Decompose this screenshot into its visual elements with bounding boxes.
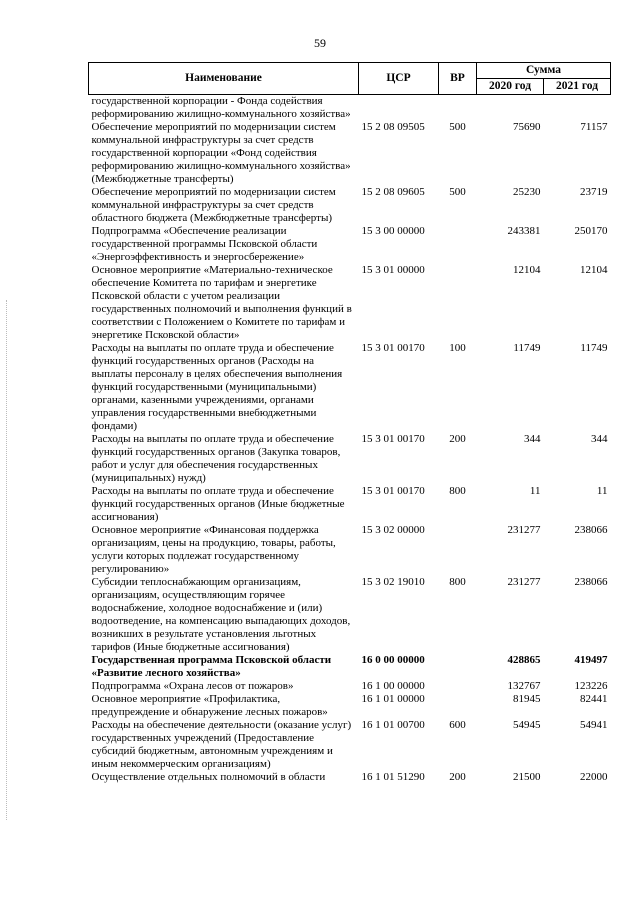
- cell-y2021: 71157: [580, 121, 608, 133]
- cell-y2021: 22000: [580, 771, 608, 783]
- cell-y2021: 344: [591, 433, 608, 445]
- table-row: [89, 186, 611, 225]
- cell-vr: [439, 680, 477, 693]
- cell-vr: 500: [449, 121, 466, 133]
- cell-name: Основное мероприятие «Финансовая поддержка организациям, цены на продукцию, товары, работы, услуги которых подлежат государственному регулированию»: [91, 524, 336, 575]
- cell-y2020: 428865: [507, 654, 541, 666]
- cell-y2021: 123226: [574, 680, 608, 692]
- cell-y2020: 11: [529, 485, 541, 497]
- cell-csr: 15 2 08 09505: [361, 121, 425, 133]
- cell-y2021: 54941: [580, 719, 608, 731]
- cell-vr: [439, 654, 477, 680]
- cell-name: Обеспечение мероприятий по модернизации систем коммунальной инфраструктуры за счет средств областного бюджета (Межбюджетные трансферты): [91, 186, 336, 224]
- cell-csr: 15 3 00 00000: [361, 225, 425, 237]
- cell-csr: 15 3 02 00000: [361, 524, 425, 536]
- cell-csr: 16 0 00 00000: [361, 654, 425, 666]
- budget-table: [88, 62, 611, 784]
- table-row: [89, 680, 611, 693]
- cell-vr: 800: [449, 576, 466, 588]
- cell-csr: 15 3 01 00170: [361, 485, 425, 497]
- page-number: 59: [314, 36, 326, 50]
- cell-y2020: 25230: [513, 186, 541, 198]
- cell-vr: 200: [449, 433, 466, 445]
- cell-y2020: 75690: [513, 121, 541, 133]
- cell-y2021: 23719: [580, 186, 608, 198]
- cell-vr: [439, 264, 477, 342]
- cell-csr: 15 3 01 00000: [361, 264, 425, 276]
- table-row: [89, 524, 611, 576]
- header-2020: 2020 год: [477, 79, 544, 95]
- table-row: [89, 771, 611, 784]
- cell-name: Подпрограмма «Обеспечение реализации государственной программы Псковской области «Энергоэффективность и энергосбережение»: [91, 225, 318, 263]
- header-vr: ВР: [439, 63, 477, 95]
- cell-name: Расходы на выплаты по оплате труда и обеспечение функций государственных органов (Иные бюджетные ассигнования): [91, 485, 345, 523]
- cell-y2020: 81945: [513, 693, 541, 705]
- cell-y2021: 238066: [574, 524, 608, 536]
- cell-csr: 15 2 08 09605: [361, 186, 425, 198]
- cell-vr: 500: [449, 186, 466, 198]
- cell-y2021: 12104: [580, 264, 608, 276]
- table-row: [89, 264, 611, 342]
- cell-y2021: 11749: [580, 342, 608, 354]
- table-row: [89, 485, 611, 524]
- cell-name: Расходы на выплаты по оплате труда и обеспечение функций государственных органов (Расходы на выплаты персоналу в целях обеспечения выполнения функций государственными (муниципальными) органами, казенными учреждениями, органами управления государственными внебюджетными фондами): [91, 342, 343, 432]
- table-row: [89, 121, 611, 186]
- table-row: [89, 95, 611, 122]
- cell-y2020: 243381: [507, 225, 541, 237]
- header-csr: ЦСР: [359, 63, 439, 95]
- cell-vr: 600: [449, 719, 466, 731]
- header-name: Наименование: [89, 63, 359, 95]
- cell-name: Основное мероприятие «Материально-техническое обеспечение Комитета по тарифам и энергетике Псковской области с учетом реализации государственных полномочий и выполнения функций в соответствии с Положением о Комитете по тарифам и энергетике Псковской области»: [91, 264, 352, 341]
- cell-csr: 16 1 01 00000: [361, 693, 425, 705]
- header-sum: Сумма: [477, 63, 611, 79]
- cell-y2021: 419497: [574, 654, 608, 666]
- cell-vr: [439, 524, 477, 576]
- cell-y2021: 82441: [580, 693, 608, 705]
- scan-edge-mark: [6, 300, 9, 820]
- table-row: [89, 654, 611, 680]
- cell-vr: 200: [449, 771, 466, 783]
- cell-csr: 16 1 00 00000: [361, 680, 425, 692]
- table-row: [89, 576, 611, 654]
- cell-vr: [439, 693, 477, 719]
- table-body: [89, 95, 611, 785]
- cell-name: Расходы на обеспечение деятельности (оказание услуг) государственных учреждений (Предоставление субсидий бюджетным, автономным учреждениям и иным некоммерческим организациям): [91, 719, 352, 770]
- cell-y2020: 12104: [513, 264, 541, 276]
- cell-y2021: [544, 95, 611, 122]
- cell-y2020: 54945: [513, 719, 541, 731]
- cell-y2021: 11: [596, 485, 608, 497]
- cell-vr: 800: [449, 485, 466, 497]
- cell-csr: 15 3 01 00170: [361, 433, 425, 445]
- cell-y2020: 21500: [513, 771, 541, 783]
- cell-y2021: 238066: [574, 576, 608, 588]
- cell-name: Государственная программа Псковской области «Развитие лесного хозяйства»: [91, 654, 332, 679]
- cell-vr: [439, 225, 477, 264]
- cell-vr: 100: [449, 342, 466, 354]
- cell-name: Субсидии теплоснабжающим организациям, организациям, осуществляющим горячее водоснабжение, холодное водоснабжение и (или) водоотведение, на компенсацию выпадающих доходов, возникших в результате установления льготных тарифов (Иные бюджетные ассигнования): [91, 576, 351, 653]
- header-2021: 2021 год: [544, 79, 611, 95]
- cell-y2020: 231277: [507, 524, 541, 536]
- cell-name: Осуществление отдельных полномочий в области: [91, 771, 326, 783]
- table-row: [89, 433, 611, 485]
- cell-y2020: 11749: [513, 342, 541, 354]
- cell-csr: 15 3 02 19010: [361, 576, 425, 588]
- cell-y2020: 344: [524, 433, 541, 445]
- table-row: [89, 225, 611, 264]
- cell-y2020: [477, 95, 544, 122]
- cell-vr: [439, 95, 477, 122]
- table-row: [89, 342, 611, 433]
- cell-name: Обеспечение мероприятий по модернизации систем коммунальной инфраструктуры за счет средств государственной корпорации «Фонд содействия реформированию жилищно-коммунального хозяйства» (Межбюджетные трансферты): [91, 121, 351, 185]
- table-row: [89, 719, 611, 771]
- cell-csr: [359, 95, 439, 122]
- cell-csr: 15 3 01 00170: [361, 342, 425, 354]
- cell-name: Расходы на выплаты по оплате труда и обеспечение функций государственных органов (Закупка товаров, работ и услуг для обеспечения государственных (муниципальных) нужд): [91, 433, 341, 484]
- cell-name: Подпрограмма «Охрана лесов от пожаров»: [91, 680, 294, 692]
- cell-csr: 16 1 01 00700: [361, 719, 425, 731]
- cell-name: государственной корпорации - Фонда содействия реформированию жилищно-коммунального хозяйства»: [91, 95, 351, 120]
- cell-y2020: 231277: [507, 576, 541, 588]
- table-row: [89, 693, 611, 719]
- cell-y2021: 250170: [574, 225, 608, 237]
- cell-csr: 16 1 01 51290: [361, 771, 425, 783]
- cell-name: Основное мероприятие «Профилактика, предупреждение и обнаружение лесных пожаров»: [91, 693, 328, 718]
- cell-y2020: 132767: [507, 680, 541, 692]
